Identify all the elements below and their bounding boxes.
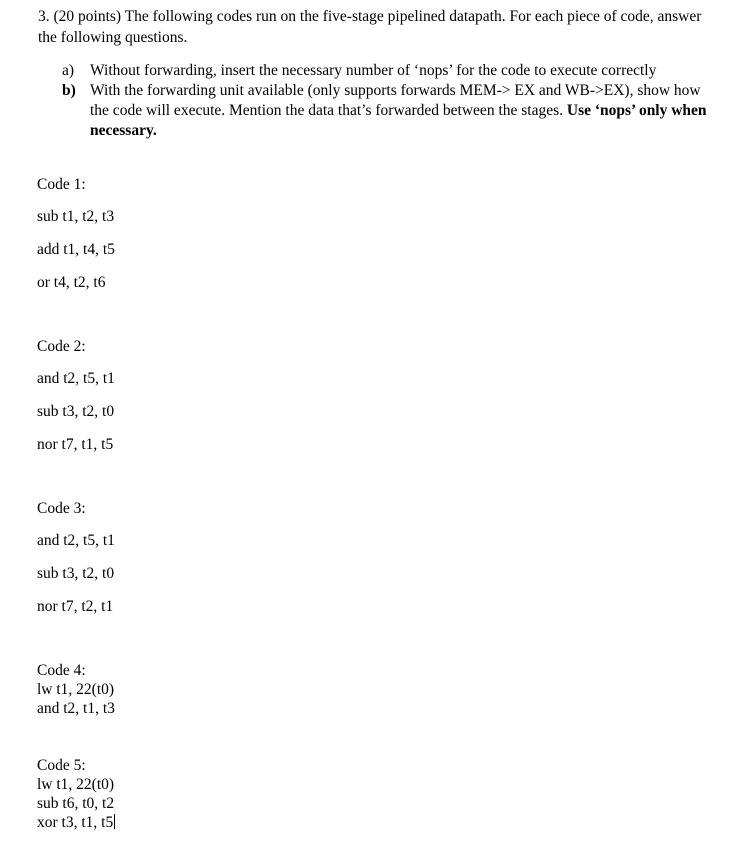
code-3-line-1: and t2, t5, t1 [37, 532, 115, 549]
part-b-body [90, 81, 722, 141]
part-b-label: b) [62, 82, 76, 99]
code-4-line-1: lw t1, 22(t0) [37, 681, 115, 698]
code-2-line-3: nor t7, t1, t5 [37, 436, 114, 453]
code-4-line-2: and t2, t1, t3 [37, 700, 115, 717]
part-b-bold-text: Use ‘nops’ only when necessary. [90, 102, 707, 139]
code-5-line-3: xor t3, t1, t5 [37, 814, 114, 831]
part-a-text: Without forwarding, insert the necessary number of ‘nops’ for the code to execute correctly [90, 62, 657, 79]
code-5-line-1: lw t1, 22(t0) [37, 776, 115, 793]
part-a [62, 61, 722, 81]
code-2-line-2: sub t3, t2, t0 [37, 403, 115, 420]
text-cursor [114, 814, 115, 829]
code-1-line-3: or t4, t2, t6 [37, 274, 106, 291]
code-3-line-3: nor t7, t2, t1 [37, 598, 114, 615]
code-5-title: Code 5: [37, 757, 86, 774]
code-5-line-2: sub t6, t0, t2 [37, 795, 115, 812]
code-3-line-2: sub t3, t2, t0 [37, 565, 115, 582]
code-1-line-2: add t1, t4, t5 [37, 241, 115, 258]
question-intro: 3. (20 points) The following codes run on the five-stage pipelined datapath. For each piece of code, answer the following questions. [38, 8, 702, 46]
code-4-title: Code 4: [37, 662, 86, 679]
part-a-label: a) [62, 62, 75, 79]
code-2-line-1: and t2, t5, t1 [37, 370, 115, 387]
code-2-title: Code 2: [37, 338, 86, 355]
code-1-line-1: sub t1, t2, t3 [37, 208, 115, 225]
part-b-text: With the forwarding unit available (only supports forwards MEM-> EX and WB->EX), show how the code will execute. Mention the data that’s forwarded between the stages. [90, 82, 701, 119]
question-parts [62, 61, 722, 141]
code-1-title: Code 1: [37, 176, 86, 193]
code-3-title: Code 3: [37, 500, 86, 517]
code-5-line-3-wrap[interactable] [37, 814, 115, 832]
part-b [62, 81, 722, 141]
